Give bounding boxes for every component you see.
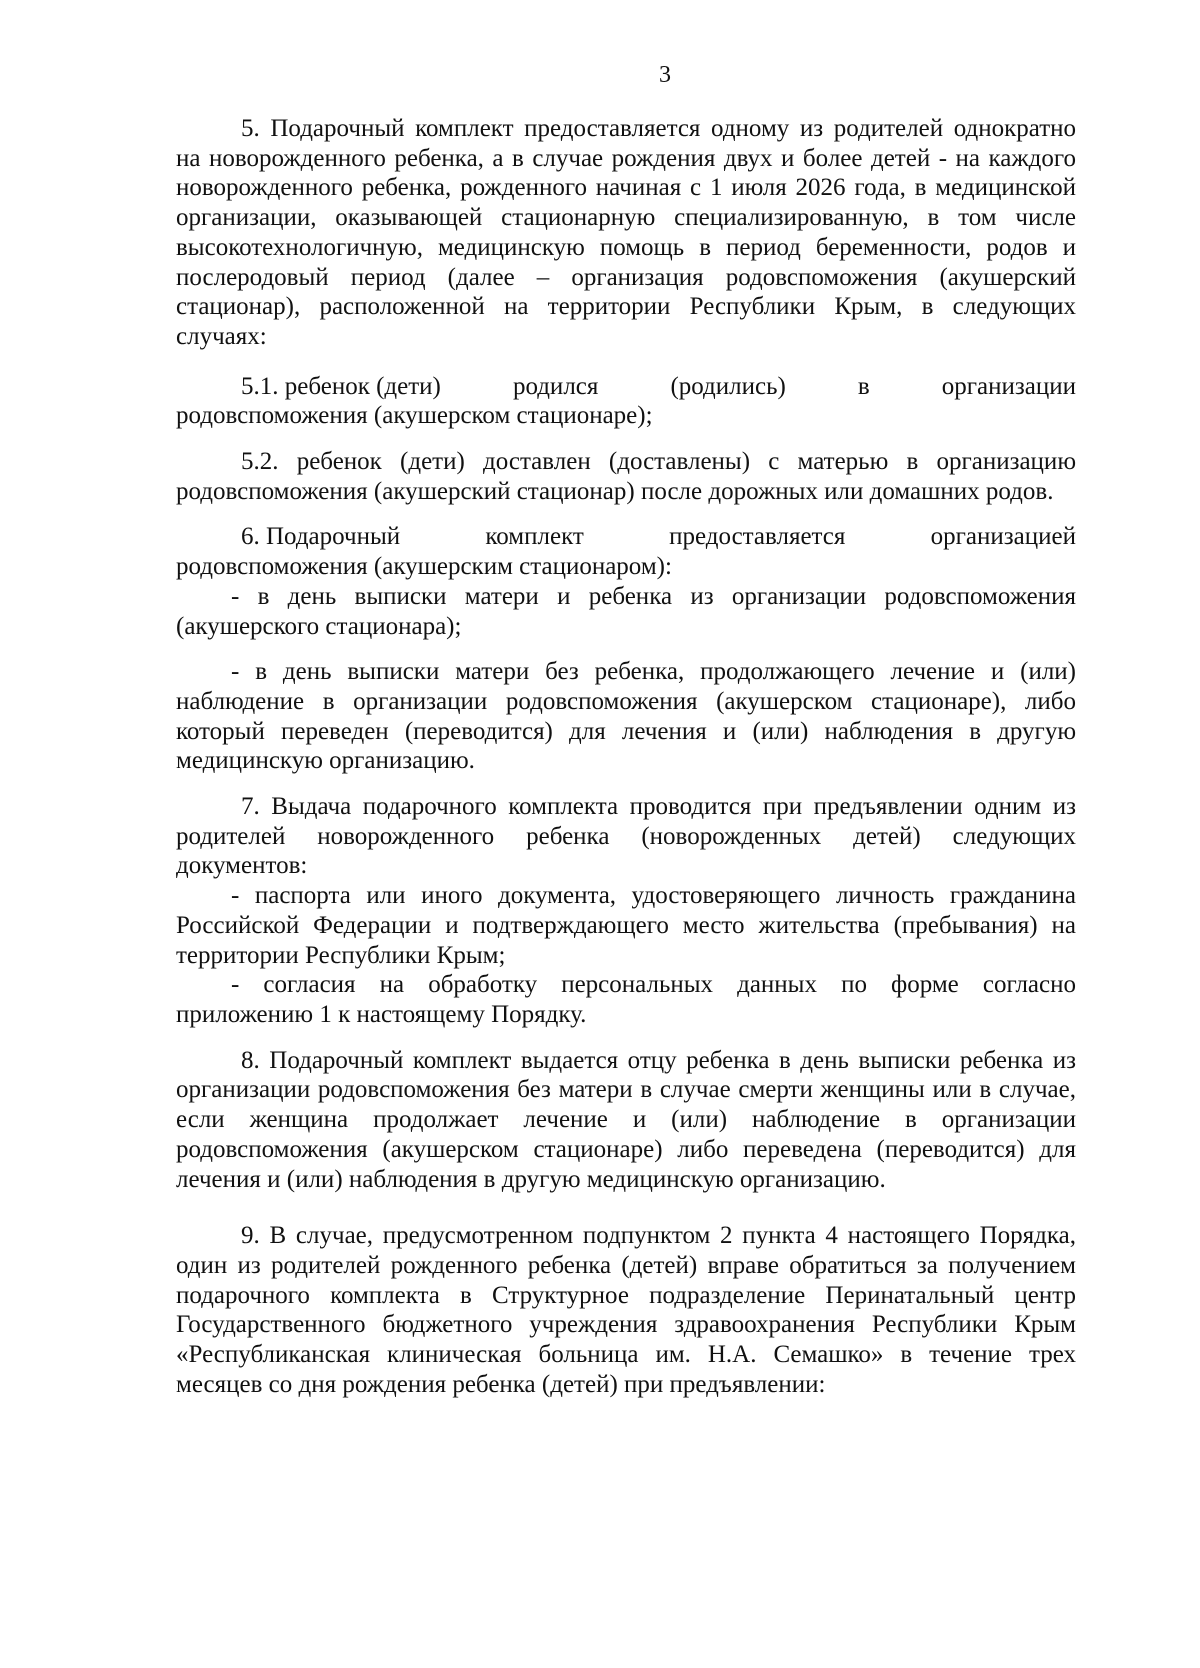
paragraph-6-word: 6. Подарочный xyxy=(241,523,401,551)
paragraph-6-line-1 xyxy=(176,522,1076,552)
paragraph-7-item-b: - согласия на обработку персональных данных по форме согласно приложению 1 к настоящему Порядку. xyxy=(176,971,1076,1028)
paragraph-6-item-a: - в день выписки матери и ребенка из организации родовспоможения (акушерского стационара); xyxy=(176,582,1076,640)
paragraph-6-word: организацией xyxy=(930,523,1076,551)
paragraph-5-1-word: (родились) xyxy=(670,372,786,400)
paragraph-5-1 xyxy=(176,372,1076,431)
paragraph-5-2: 5.2. ребенок (дети) доставлен (доставлены) с матерью в организацию родовспоможения (акушерский стационар) после дорожных или домашних родов. xyxy=(176,448,1076,505)
paragraph-8: 8. Подарочный комплект выдается отцу ребенка в день выписки ребенка из организации родовспоможения без матери в случае смерти женщины или в случае, если женщина продолжает лечение и (или) наблюдение в организации родовспоможения (акушерском стационаре) либо переведена (переводится) для лечения и (или) наблюдения в другую медицинскую организацию. xyxy=(176,1046,1076,1193)
paragraph-5-1-line-2: родовспоможения (акушерском стационаре); xyxy=(176,402,653,430)
page-number: 3 xyxy=(659,62,671,88)
paragraph-6-word: предоставляется xyxy=(669,523,846,551)
paragraph-9: 9. В случае, предусмотренном подпунктом 2 пункта 4 настоящего Порядка, один из родителей рожденного ребенка (детей) вправе обратиться за получением подарочного комплекта в Структурное подразделение Перинатальный центр Государственного бюджетного учреждения здравоохранения Республики Крым «Республиканская клиническая больница им. Н.А. Семашко» в течение трех месяцев со дня рождения ребенка (детей) при предъявлении: xyxy=(176,1222,1076,1398)
paragraph-5: 5. Подарочный комплект предоставляется одному из родителей однократно на новорожденного ребенка, а в случае рождения двух и более детей - на каждого новорожденного ребенка, рожденного начиная с 1 июля 2026 года, в медицинской организации, оказывающей стационарную специализированную, в том числе высокотехнологичную, медицинскую помощь в период беременности, родов и послеродовый период (далее – организация родовспоможения (акушерский стационар), расположенной на территории Республики Крым, в следующих случаях: xyxy=(176,115,1076,350)
paragraph-5-1-line-1 xyxy=(176,372,1076,402)
paragraph-7: 7. Выдача подарочного комплекта проводится при предъявлении одним из родителей новорожденного ребенка (новорожденных детей) следующих документов: xyxy=(176,793,1076,880)
document-body xyxy=(176,114,1076,1399)
paragraph-5-1-word: 5.1. ребенок (дети) xyxy=(241,372,441,400)
paragraph-6 xyxy=(176,522,1076,581)
paragraph-6-line-2: родовспоможения (акушерским стационаром): xyxy=(176,553,672,581)
paragraph-5-1-word: в xyxy=(857,372,870,400)
paragraph-5-1-word: организации xyxy=(941,372,1076,400)
paragraph-5-1-word: родился xyxy=(512,372,599,400)
paragraph-6-item-b: - в день выписки матери без ребенка, продолжающего лечение и (или) наблюдение в организации родовспоможения (акушерском стационаре), либо который переведен (переводится) для лечения и (или) наблюдения в другую медицинскую организацию. xyxy=(176,658,1076,775)
paragraph-6-word: комплект xyxy=(485,523,584,551)
paragraph-7-item-a: - паспорта или иного документа, удостоверяющего личность гражданина Российской Федерации и подтверждающего место жительства (пребывания) на территории Республики Крым; xyxy=(176,882,1076,969)
